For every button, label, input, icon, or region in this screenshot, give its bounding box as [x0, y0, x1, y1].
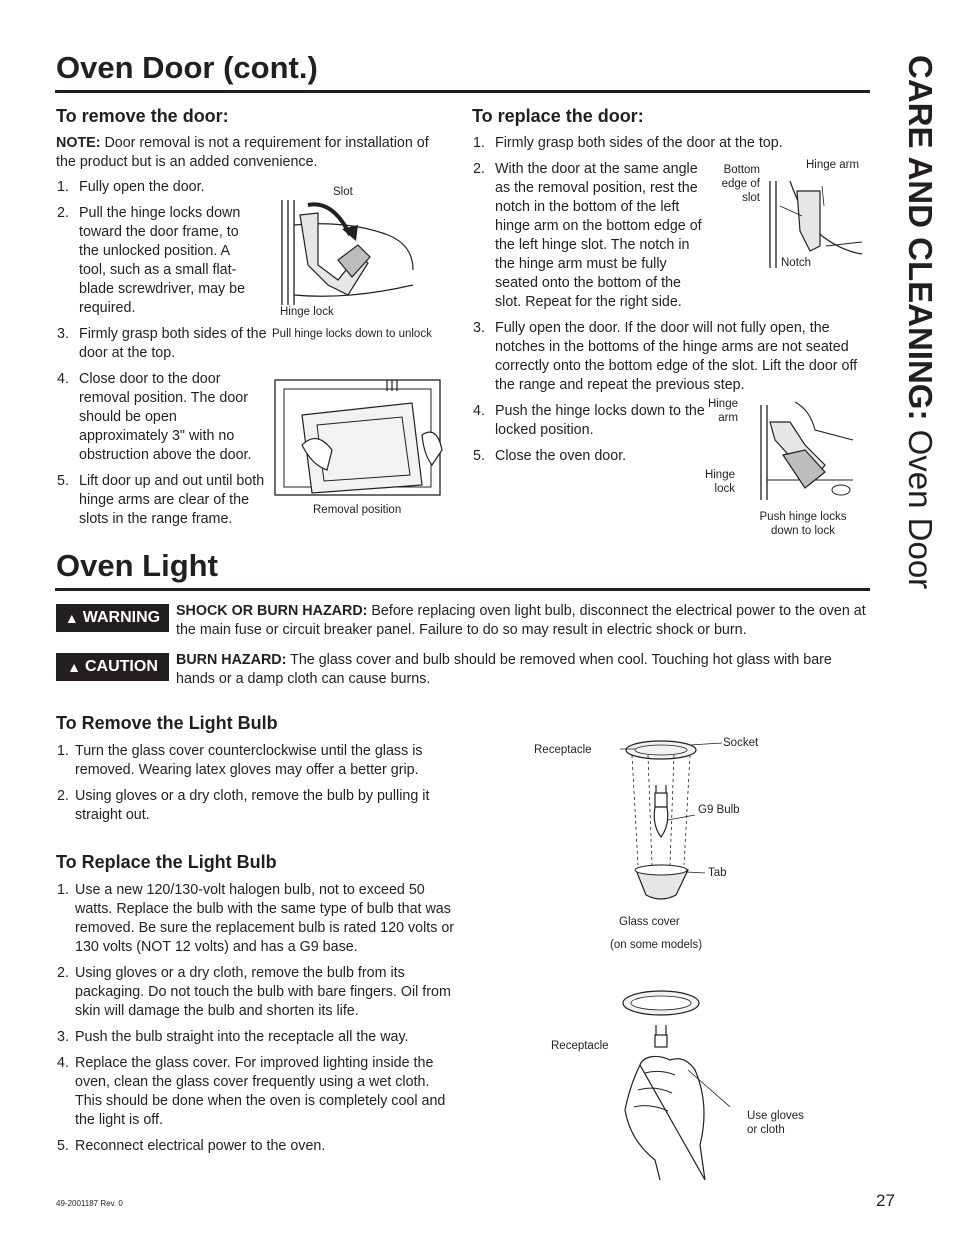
fig5-receptacle-label: Receptacle [534, 744, 592, 756]
oven-light-title: Oven Light [56, 548, 218, 583]
list-item: 1. Turn the glass cover counterclockwise until the glass is removed. Wearing latex gloves may offer a better grip. [57, 743, 423, 778]
hinge-unlock-illustration [278, 185, 418, 310]
fig6-gloves-label: Use gloves or cloth [747, 1110, 804, 1136]
fig4-hinge-lock-label: Hinge lock [704, 469, 735, 495]
remove-door-steps [57, 178, 269, 536]
page-title: Oven Door (cont.) [56, 50, 318, 85]
note-label: NOTE: [56, 135, 101, 151]
fig1-caption: Pull hinge locks down to unlock [272, 328, 432, 340]
list-item: 4. Push the hinge locks down to the locked position. [473, 403, 705, 438]
remove-bulb-heading: To Remove the Light Bulb [56, 713, 278, 733]
oven-light-rule [55, 588, 870, 591]
list-item: 4. Replace the glass cover. For improved lighting inside the oven, clean the glass cover frequently using a wet cloth. This should be done when the oven is completely cool and the light is off. [57, 1055, 446, 1128]
hinge-notch-illustration [762, 176, 867, 271]
fig5-socket-label: Socket [723, 737, 759, 749]
removal-position-illustration [272, 375, 452, 500]
list-item: 5. Close the oven door. [473, 448, 627, 464]
caution-icon: ▲ [67, 659, 81, 675]
warning-text: SHOCK OR BURN HAZARD: Before replacing oven light bulb, disconnect the electrical power to the oven at the main fuse or circuit breaker panel. Failure to do so may result in electric shock or burn. [176, 603, 866, 638]
fig4-caption: Push hinge locks down to lock [759, 511, 847, 537]
warning-badge: ▲ WARNING [56, 604, 169, 632]
caution-badge: ▲ CAUTION [56, 653, 169, 681]
list-item: 3. Push the bulb straight into the receptacle all the way. [57, 1029, 409, 1045]
doc-id: 49-2001187 Rev. 0 [56, 1199, 123, 1208]
replace-door-heading: To replace the door: [472, 106, 644, 126]
side-tab [880, 55, 940, 615]
replace-bulb-heading: To Replace the Light Bulb [56, 852, 277, 872]
side-tab-bold: CARE AND CLEANING: [902, 55, 939, 421]
fig5-bulb-label: G9 Bulb [698, 804, 740, 816]
fig3-notch-label: Notch [781, 257, 812, 269]
caution-text: BURN HAZARD: The glass cover and bulb should be removed when cool. Touching hot glass with bare hands or a damp cloth can cause burns. [176, 652, 832, 687]
fig2-caption: Removal position [313, 504, 402, 516]
list-item: 5. Reconnect electrical power to the oven. [57, 1138, 326, 1154]
replace-bulb-steps [57, 881, 457, 1163]
list-item: 5. Lift door up and out until both hinge arms are clear of the slots in the range frame. [57, 473, 265, 527]
note-text: Door removal is not a requirement for installation of the product but is an added convenience. [56, 135, 429, 170]
warning-icon: ▲ [64, 610, 79, 626]
fig5-glass-cover-label: Glass cover [619, 916, 680, 928]
bulb-exploded-illustration [600, 735, 730, 915]
remove-bulb-steps [57, 742, 457, 832]
list-item: 1. Firmly grasp both sides of the door at the top. [473, 135, 783, 151]
fig5-tab-label: Tab [708, 867, 727, 879]
fig3-bottom-edge-label: Bottom edge of slot [721, 164, 760, 204]
fig3-hinge-arm-label: Hinge arm [806, 159, 860, 171]
list-item: 2. Using gloves or a dry cloth, remove the bulb by pulling it straight out. [57, 788, 430, 823]
hinge-lock-illustration [755, 400, 855, 505]
list-item: 2. Using gloves or a dry cloth, remove the bulb from its packaging. Do not touch the bulb with bare fingers. Oil from skin will damage the bulb and shorten its life. [57, 965, 451, 1019]
hand-bulb-illustration [600, 985, 730, 1180]
list-item: 3. Firmly grasp both sides of the door at the top. [57, 326, 267, 361]
list-item: 3. Fully open the door. If the door will not fully open, the notches in the bottoms of the hinge arms are not seated correctly onto the bottom edge of the slot. Lift the door off the range and repeat the previous step. [473, 320, 858, 393]
list-item: 1. Use a new 120/130-volt halogen bulb, not to exceed 50 watts. Replace the bulb with the same type of bulb that was removed. Be sure the replacement bulb is rated 120 volts or 130 volts (NOT 12 volts) and has a G9 base. [57, 882, 455, 955]
list-item: 4. Close door to the door removal position. The door should be open approximately 3" with no obstruction above the door. [57, 371, 252, 463]
fig1-hinge-lock-label: Hinge lock [280, 306, 334, 318]
fig6-receptacle-label: Receptacle [551, 1040, 609, 1052]
list-item: 2. With the door at the same angle as the removal position, rest the notch in the bottom of the left hinge arm on the bottom edge of the left hinge slot. The notch in the hinge arm must be fully seated onto the bottom of the slot. Repeat for the right side. [473, 161, 702, 310]
fig1-slot-label: Slot [333, 186, 353, 198]
list-item: 1. Fully open the door. [57, 179, 205, 195]
fig4-hinge-arm-label: Hinge arm [707, 398, 738, 424]
fig5-models-label: (on some models) [610, 939, 703, 951]
page-number: 27 [876, 1191, 895, 1210]
list-item: 2. Pull the hinge locks down toward the door frame, to the unlocked position. A tool, such as a small flat-blade screwdriver, may be required. [57, 205, 246, 316]
remove-door-note [56, 134, 452, 172]
title-rule [55, 90, 870, 93]
side-tab-normal: Oven Door [902, 420, 939, 590]
remove-door-heading: To remove the door: [56, 106, 229, 126]
